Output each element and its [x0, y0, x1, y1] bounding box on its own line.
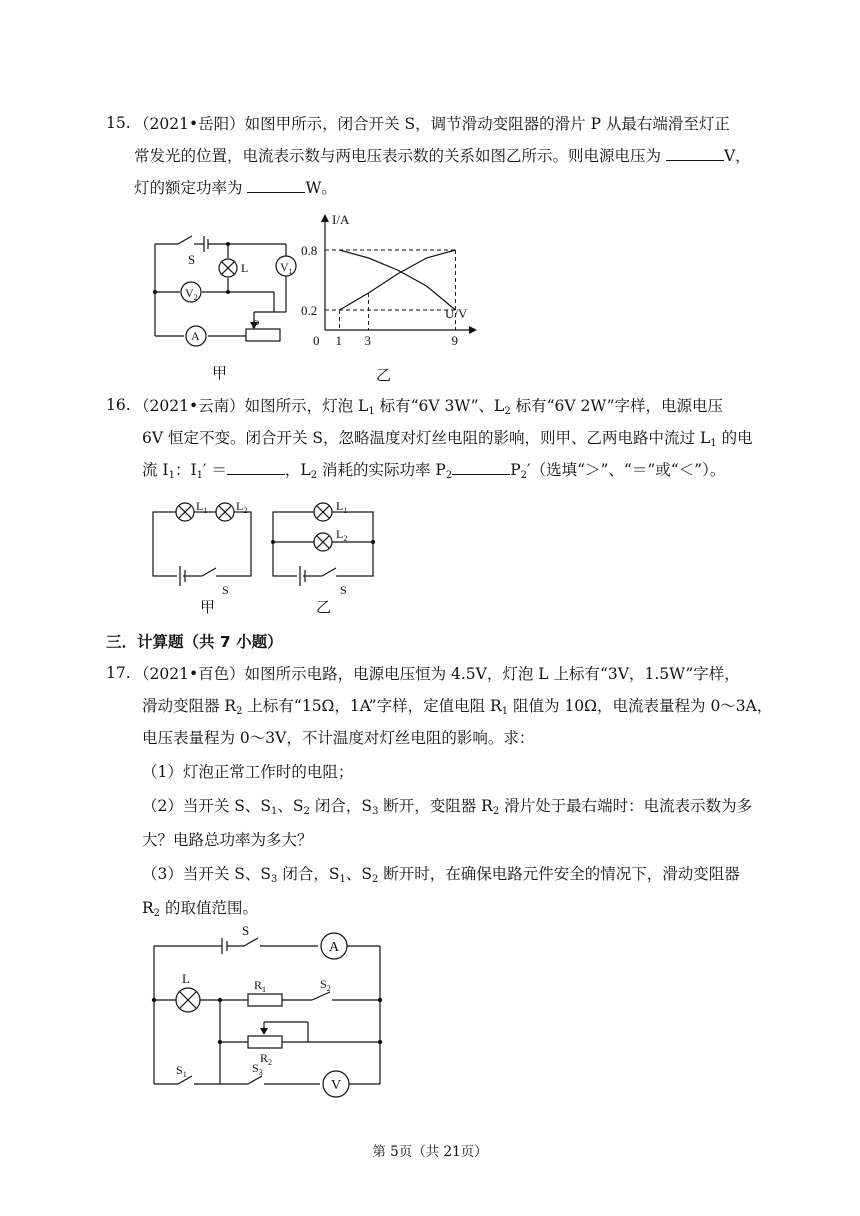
lamp-l2-label: $L_2$	[236, 499, 248, 515]
question-text-line: （2021•百色）如图所示电路，电源电压恒为 4.5V，灯泡 L 上标有“3V，1.5W”字样，	[134, 665, 740, 683]
question-text-line: （2021•云南）如图所示，灯泡 $L_1$ 标有“6V 3W”、$L_2$ 标有“6V 2W”字样，电源电压	[134, 397, 724, 417]
voltmeter-label: V	[331, 1078, 342, 1093]
text-span: 灯的额定功率为	[134, 179, 243, 197]
switch-label: S	[188, 252, 196, 267]
ammeter-label: A	[329, 940, 340, 955]
voltmeter-v1-label: $V_1$	[280, 260, 293, 276]
r2-label: $R_2$	[260, 1051, 273, 1067]
switch-s2-label: $S_2$	[320, 977, 331, 993]
question-number: 16.	[106, 396, 131, 414]
answer-blank[interactable]	[452, 460, 510, 475]
lamp-l1-label: $L_1$	[336, 499, 348, 515]
sub-question-continued: 大？电路总功率为多大？	[142, 831, 313, 849]
series-line-1	[340, 250, 456, 310]
x-axis-label: U/V	[445, 306, 468, 321]
sub-question: （3）当开关 S、$S_3$ 闭合，$S_1$、$S_2$ 断开时，在确保电路元件安全的情况下，滑动变阻器	[142, 865, 740, 885]
x-tick-label: 0	[313, 333, 320, 348]
voltmeter-v2-label: $V_2$	[185, 286, 198, 302]
text-span: 常发光的位置，电流表示数与两电压表示数的关系如图乙所示。则电源电压为	[134, 147, 662, 165]
slider-arrow-icon	[260, 1028, 268, 1035]
slider-label: P	[252, 317, 260, 331]
circuit-diagram-q16-parallel	[270, 496, 380, 597]
sub-question-continued: $R_2$ 的取值范围。	[142, 899, 258, 919]
lamp-l1-label: $L_1$	[196, 499, 208, 515]
sub-question: （1）灯泡正常工作时的电阻；	[142, 763, 354, 781]
answer-blank[interactable]	[666, 146, 724, 161]
switch-s3-label: $S_3$	[252, 1061, 263, 1077]
section-title: 三．计算题（共 7 小题）	[106, 633, 283, 651]
question-text-line: 6V 恒定不变。闭合开关 S，忽略温度对灯丝电阻的影响，则甲、乙两电路中流过 $L_1$ 的电	[142, 429, 753, 449]
switch-s1-label: $S_1$	[176, 1063, 187, 1079]
figure-caption: 甲	[212, 364, 228, 382]
series-line-2	[340, 250, 456, 310]
question-number: 17.	[106, 664, 131, 682]
text-span: V，	[723, 147, 751, 165]
iv-chart	[301, 210, 485, 350]
question-text-line: 滑动变阻器 $R_2$ 上标有“15Ω，1A”字样，定值电阻 $R_1$ 阻值为 10Ω，电流表量程为 0～3A，	[142, 697, 773, 717]
lamp-label: L	[241, 261, 249, 275]
text-span: W。	[305, 179, 337, 197]
question-text-line: 流 $I_1$：$I_1'$ ＝ ，$L_2$ 消耗的实际功率 $P_2$ $P_2'$（选填“＞”、“＝”或“＜”）。	[142, 461, 726, 481]
answer-blank[interactable]	[227, 460, 285, 475]
circuit-diagram-q15	[150, 232, 320, 362]
x-tick-label: 9	[451, 333, 458, 348]
x-tick-label: 1	[335, 333, 342, 348]
figure-caption: 乙	[376, 366, 392, 384]
question-text-line: （2021•岳阳）如图甲所示，闭合开关 S，调节滑动变阻器的滑片 P 从最右端滑至灯正	[134, 115, 730, 133]
question-text-line	[134, 146, 751, 166]
switch-label: S	[340, 583, 347, 597]
y-tick-label: 0.8	[301, 243, 318, 258]
x-axis-arrow-icon	[469, 326, 477, 334]
circuit-diagram-q17	[148, 922, 388, 1092]
r1-label: $R_1$	[254, 978, 267, 994]
switch-label: S	[222, 583, 229, 597]
y-axis-arrow-icon	[321, 214, 329, 222]
page-footer: 第 5页（共 21页）	[372, 1144, 488, 1160]
y-tick-label: 0.2	[301, 303, 318, 318]
ammeter-label: A	[191, 329, 200, 343]
answer-blank[interactable]	[247, 178, 305, 193]
lamp-label: L	[182, 971, 190, 986]
question-text-line: 电压表量程为 0～3V，不计温度对灯丝电阻的影响。求：	[142, 729, 535, 747]
figure-caption: 乙	[316, 598, 332, 616]
sub-question: （2）当开关 S、$S_1$、$S_2$ 闭合，$S_3$ 断开，变阻器 $R_2$ 滑片处于最右端时：电流表示数为多	[142, 797, 753, 817]
switch-s-label: S	[242, 923, 250, 938]
question-text-line	[134, 178, 734, 198]
question-number: 15.	[106, 114, 131, 132]
lamp-l2-label: $L_2$	[336, 527, 348, 543]
x-tick-label: 3	[364, 333, 371, 348]
circuit-diagram-q16-series	[150, 496, 260, 597]
figure-caption: 甲	[200, 598, 216, 616]
y-axis-label: I/A	[332, 212, 350, 227]
